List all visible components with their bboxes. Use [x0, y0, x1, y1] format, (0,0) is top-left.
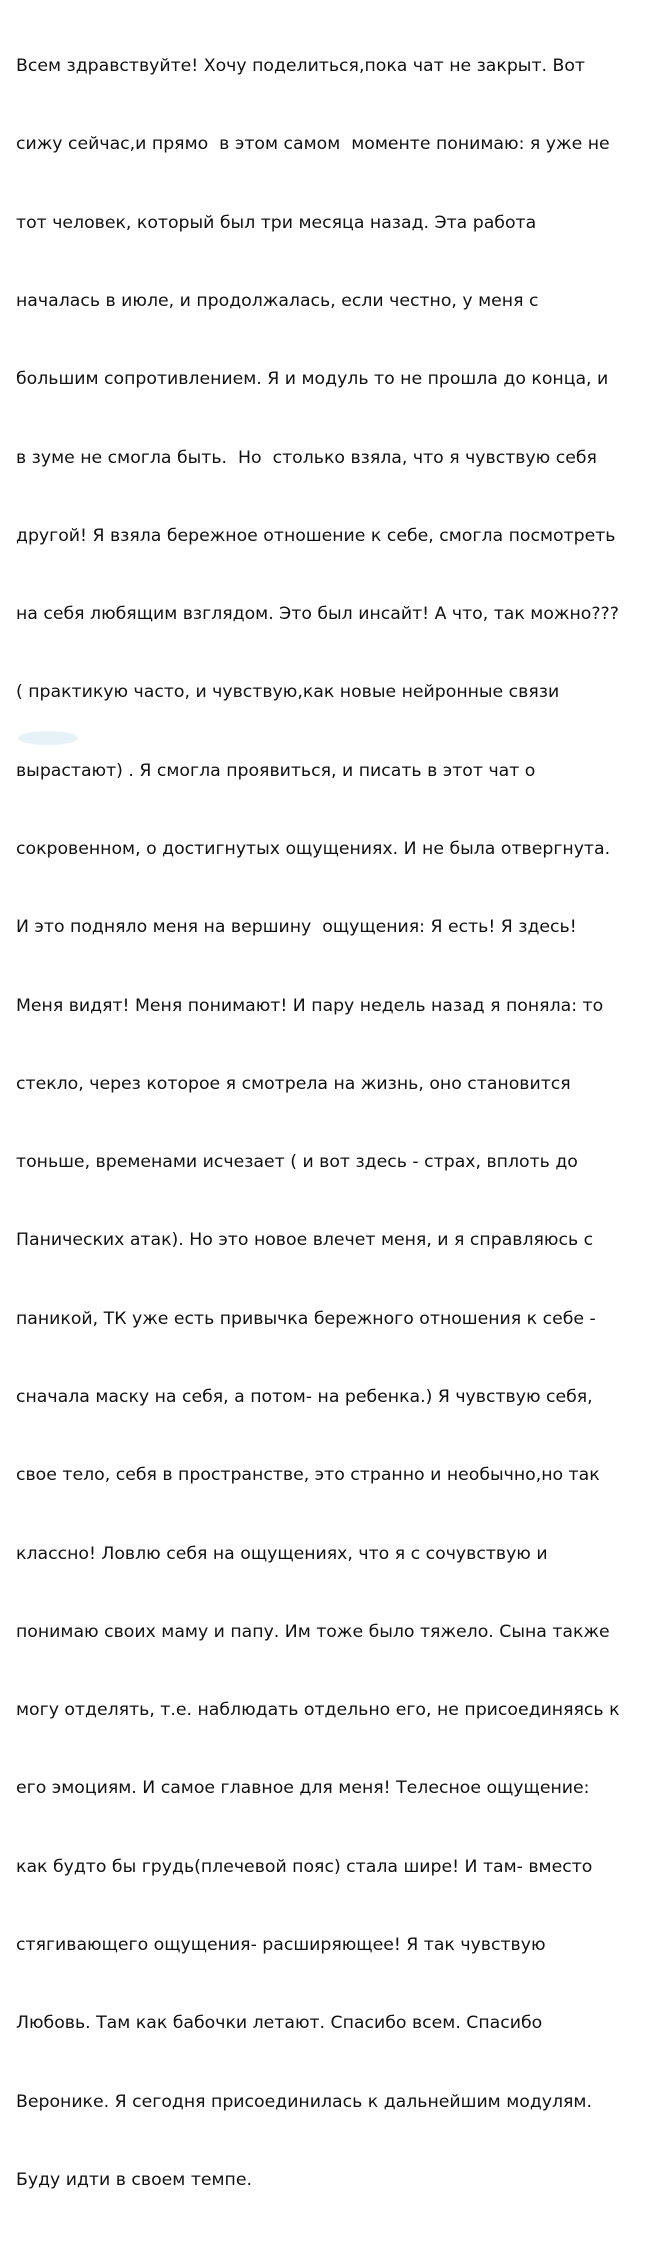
message-line: тоньше, временами исчезает ( и вот здесь - страх, вплоть до — [16, 1152, 578, 1173]
message-line: Всем здравствуйте! Хочу поделиться,пока чат не закрыт. Вот — [16, 56, 585, 77]
message-line: классно! Ловлю себя на ощущениях, что я с сочувствую и — [16, 1543, 548, 1564]
message-line: началась в июле, и продолжалась, если честно, у меня с — [16, 291, 539, 312]
message-line: Панических атак). Но это новое влечет меня, и я справляюсь с — [16, 1230, 594, 1251]
message-line: большим сопротивлением. Я и модуль то не прошла до конца, и — [16, 369, 609, 390]
message-line: паникой, ТК уже есть привычка бережного отношения к себе - — [16, 1308, 596, 1329]
message-line: его эмоциям. И самое главное для меня! Телесное ощущение: — [16, 1778, 590, 1799]
message-line: Меня видят! Меня понимают! И пару недель назад я поняла: то — [16, 995, 604, 1016]
message-text[interactable] — [16, 1, 629, 2245]
message-line: И это подняло меня на вершину ощущения: Я есть! Я здесь! — [16, 917, 577, 938]
message-line: тот человек, который был три месяца назад. Эта работа — [16, 212, 537, 233]
message-line: понимаю своих маму и папу. Им тоже было тяжело. Сына также — [16, 1621, 610, 1642]
message-line: на себя любящим взглядом. Это был инсайт! А что, так можно??? — [16, 604, 619, 625]
message-line: ( практикую часто, и чувствую,как новые нейронные связи — [16, 682, 560, 703]
message-line: как будто бы грудь(плечевой пояс) стала шире! И там- вместо — [16, 1856, 593, 1877]
message-line: сначала маску на себя, а потом- на ребенка.) Я чувствую себя, — [16, 1386, 593, 1407]
message-line: другой! Я взяла бережное отношение к себе, смогла посмотреть — [16, 525, 616, 546]
message-line: Любовь. Там как бабочки летают. Спасибо всем. Спасибо — [16, 2013, 543, 2034]
message-line: сижу сейчас,и прямо в этом самом моменте понимаю: я уже не — [16, 134, 610, 155]
reaction-placeholder — [18, 731, 78, 745]
message-line: вырастают) . Я смогла проявиться, и писать в этот чат о — [16, 760, 536, 781]
message-line: Веронике. Я сегодня присоединилась к дальнейшим модулям. — [16, 2091, 592, 2112]
message-line: стягивающего ощущения- расширяющее! Я так чувствую — [16, 1934, 546, 1955]
message-line: свое тело, себя в пространстве, это странно и необычно,но так — [16, 1465, 600, 1486]
message-line: в зуме не смогла быть. Но столько взяла, что я чувствую себя — [16, 447, 597, 468]
message-line: стекло, через которое я смотрела на жизнь, оно становится — [16, 1073, 571, 1094]
message-line: сокровенном, о достигнутых ощущениях. И не была отвергнута. — [16, 839, 611, 859]
message-line: могу отделять, т.е. наблюдать отдельно его, не присоединяясь к — [16, 1700, 620, 1721]
message-line: Буду идти в своем темпе. — [16, 2169, 252, 2190]
